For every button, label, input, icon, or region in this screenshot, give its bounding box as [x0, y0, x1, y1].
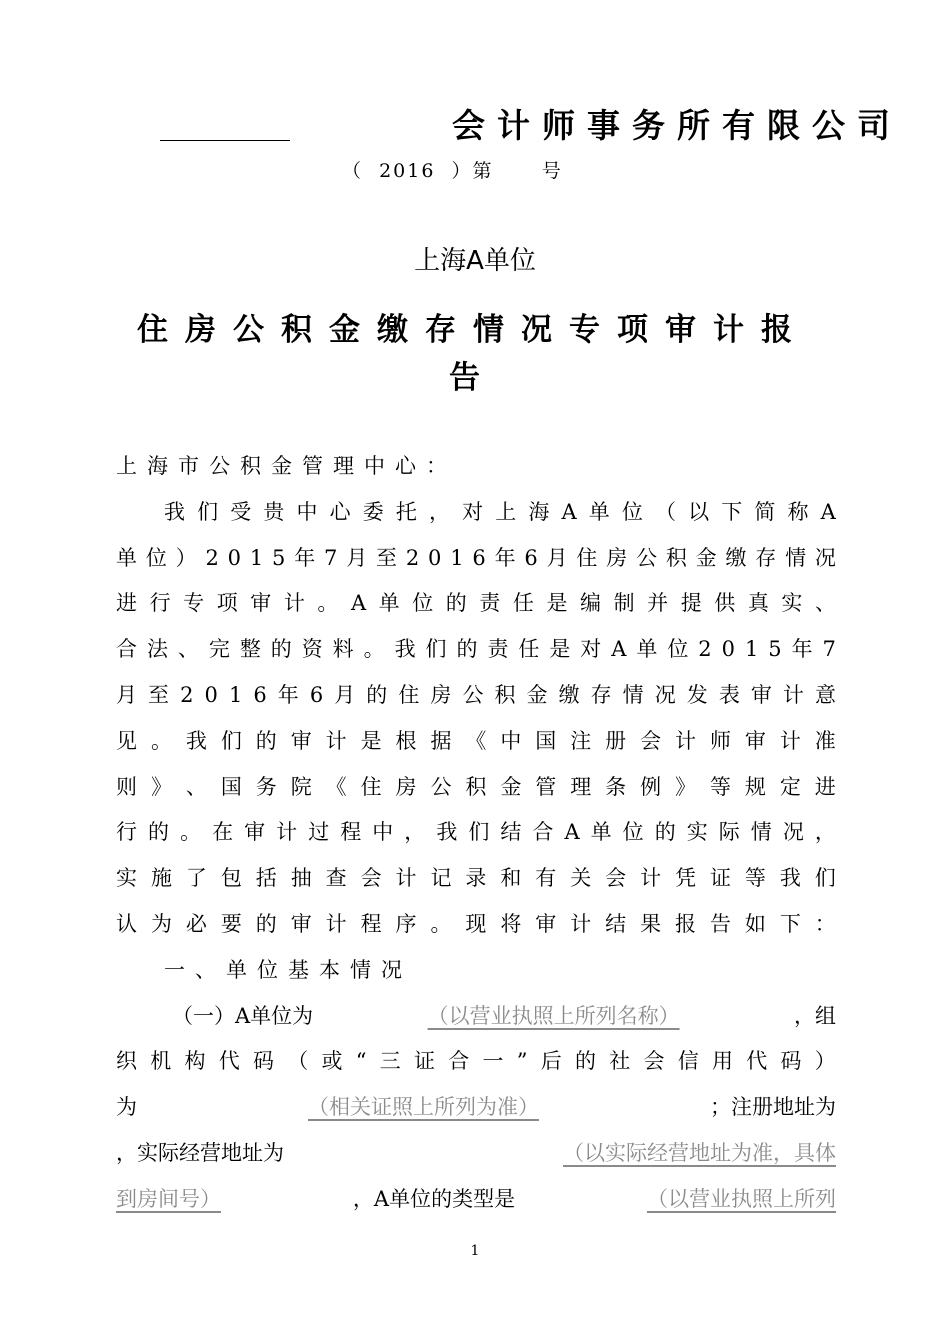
character: 册	[605, 728, 627, 753]
firm-header	[160, 100, 902, 146]
fill-in-field: （以营业执照上所列名称）	[427, 1003, 680, 1028]
character: 关	[570, 866, 592, 891]
character: 单	[590, 820, 612, 845]
item-text: ；注册地址为	[710, 1095, 836, 1120]
fill-in-field: （以营业执照上所列	[646, 1186, 836, 1211]
character: 月	[346, 545, 368, 570]
character: 》	[675, 774, 696, 799]
character: 的	[255, 728, 277, 753]
character: 7	[822, 637, 836, 662]
character: 住	[576, 545, 598, 570]
character: 了	[185, 866, 207, 891]
character: 整	[239, 637, 261, 662]
character: 是	[360, 728, 382, 753]
character: ，	[429, 499, 450, 524]
character: 和	[500, 866, 522, 891]
paragraph-line	[116, 765, 836, 811]
character: 积	[465, 774, 487, 799]
fill-in-field: 到房间号）	[116, 1186, 221, 1211]
firm-name: 会计师事务所有限公司	[452, 106, 902, 145]
character: 信	[677, 1049, 699, 1074]
character: 一	[482, 1049, 504, 1074]
unit-name: 上海A单位	[414, 246, 536, 276]
character: 位	[412, 591, 434, 616]
document-number: （ 2016 ）第 号	[342, 160, 563, 182]
fill-in-field: （相关证照上所列为准）	[308, 1095, 539, 1120]
character: 码	[780, 1049, 802, 1074]
paragraph-line	[116, 994, 836, 1040]
character: “	[355, 1049, 367, 1074]
character: 三	[379, 1049, 401, 1074]
character: 的	[148, 820, 170, 845]
character: 定	[779, 774, 801, 799]
character: 码	[253, 1049, 274, 1074]
character: 6	[524, 545, 538, 570]
character: 现	[465, 911, 487, 936]
character: 实	[686, 820, 708, 845]
character: 后	[540, 1049, 562, 1074]
character: （	[655, 499, 677, 524]
character: 必	[185, 911, 207, 936]
character: 有	[535, 866, 557, 891]
character: 。	[430, 911, 452, 936]
character: 2	[698, 637, 712, 662]
character: 料	[332, 637, 354, 662]
character: 房	[430, 682, 452, 707]
character: 会	[640, 728, 662, 753]
character: 在	[212, 820, 234, 845]
item-text: 为	[116, 1095, 137, 1120]
character: 《	[325, 774, 347, 799]
character: 6	[253, 682, 267, 707]
character: 审	[244, 820, 266, 845]
character: 中	[500, 728, 522, 753]
character: 简	[754, 499, 776, 524]
character: 的	[270, 637, 292, 662]
character: 至	[148, 682, 170, 707]
character: 0	[227, 545, 241, 570]
character: ）	[814, 1049, 836, 1074]
paragraph-line	[116, 719, 836, 765]
character: 6	[472, 545, 486, 570]
character: 施	[150, 866, 172, 891]
character: 年	[494, 545, 516, 570]
character: 的	[456, 637, 478, 662]
character: 计	[640, 866, 662, 891]
character: 合	[532, 820, 554, 845]
character: 单	[588, 499, 610, 524]
character: 进	[814, 774, 836, 799]
character: 条	[605, 774, 627, 799]
character: 任	[512, 591, 534, 616]
character: 0	[428, 545, 442, 570]
character: 0	[204, 682, 218, 707]
character: 积	[494, 682, 516, 707]
character: 下	[779, 911, 801, 936]
character: 单	[116, 545, 137, 570]
character: 的	[366, 682, 388, 707]
character: 制	[613, 591, 635, 616]
character: 审	[750, 682, 772, 707]
character: 对	[462, 499, 484, 524]
character: 月	[334, 682, 356, 707]
character: 查	[325, 866, 347, 891]
character: 2	[180, 682, 194, 707]
character: A	[350, 591, 367, 616]
character: 责	[487, 637, 509, 662]
character: 情	[622, 682, 644, 707]
character: 机	[150, 1049, 172, 1074]
character: 单	[636, 637, 658, 662]
character: 供	[714, 591, 736, 616]
paragraph-line	[116, 1131, 836, 1177]
character: 理	[570, 774, 592, 799]
character: 审	[290, 728, 312, 753]
character: 计	[276, 820, 298, 845]
item-text: ，实际经营地址为	[116, 1140, 284, 1165]
character: 计	[779, 728, 801, 753]
character: 据	[430, 728, 452, 753]
character: 告	[709, 911, 731, 936]
character: 的	[255, 911, 277, 936]
character: 会	[643, 1049, 665, 1074]
paragraph-line	[116, 673, 836, 719]
character: 对	[580, 637, 602, 662]
character: 年	[294, 545, 316, 570]
paragraph-line	[116, 856, 836, 902]
character: 规	[744, 774, 766, 799]
character: 织	[116, 1049, 137, 1074]
character: 际	[718, 820, 740, 845]
character: 或	[321, 1049, 343, 1074]
character: 为	[150, 911, 172, 936]
character: 。	[150, 728, 172, 753]
character: 们	[425, 637, 447, 662]
character: 会	[360, 866, 382, 891]
character: 1	[249, 545, 264, 570]
character: 2	[405, 545, 420, 570]
report-title: 住房公积金缴存情况专项审计报告	[137, 312, 809, 396]
character: 则	[116, 774, 137, 799]
character: 况	[814, 545, 836, 570]
item-text: ，组	[793, 1003, 836, 1028]
character: 委	[362, 499, 384, 524]
character: 结	[500, 820, 522, 845]
character: 资	[301, 637, 323, 662]
character: 过	[308, 820, 330, 845]
character: 发	[686, 682, 708, 707]
character: 、	[814, 591, 836, 616]
character: 位	[621, 499, 643, 524]
character: 合	[116, 637, 137, 662]
character: 例	[640, 774, 662, 799]
character: 认	[116, 911, 137, 936]
character: 我	[779, 866, 801, 891]
character: 要	[220, 911, 242, 936]
paragraph-line	[116, 581, 836, 627]
character: ，	[404, 820, 426, 845]
paragraph-line	[116, 536, 836, 582]
character: 5	[272, 545, 286, 570]
character: 》	[150, 774, 172, 799]
character: 2	[205, 545, 219, 570]
character: 计	[570, 911, 592, 936]
character: 们	[220, 728, 242, 753]
character: 我	[164, 499, 185, 524]
character: 们	[468, 820, 490, 845]
character: 构	[184, 1049, 206, 1074]
character: 实	[116, 866, 137, 891]
character: 存	[590, 682, 612, 707]
character: 会	[605, 866, 627, 891]
paragraph-line	[116, 810, 836, 856]
paragraph-line	[116, 1039, 836, 1085]
character: 房	[395, 774, 417, 799]
fill-in-field: （以实际经营地址为准，具体	[563, 1140, 836, 1165]
character: 审	[744, 728, 766, 753]
character: 、	[177, 637, 199, 662]
character: 称	[787, 499, 809, 524]
character: 至	[376, 545, 397, 570]
character: 如	[744, 911, 766, 936]
character: 的	[445, 591, 467, 616]
character: 等	[709, 774, 731, 799]
character: 月	[546, 545, 568, 570]
character: 管	[535, 774, 557, 799]
character: 住	[398, 682, 420, 707]
character: （	[287, 1049, 309, 1074]
character: 录	[465, 866, 487, 891]
item-text: ，A单位的类型是	[352, 1186, 516, 1211]
character: 存	[755, 545, 777, 570]
character: 包	[220, 866, 242, 891]
character: 见	[116, 728, 137, 753]
character: 计	[675, 728, 696, 753]
character: 行	[116, 820, 137, 845]
character: 编	[580, 591, 602, 616]
character: 程	[340, 820, 362, 845]
character: 记	[430, 866, 452, 891]
character: 公	[430, 774, 452, 799]
character: 金	[526, 682, 548, 707]
character: 中	[296, 499, 318, 524]
character: 公	[462, 682, 484, 707]
character: 托	[395, 499, 417, 524]
character: ，	[814, 820, 836, 845]
character: 金	[500, 774, 522, 799]
character: 审	[250, 591, 272, 616]
character: 年	[277, 682, 299, 707]
character: 合	[448, 1049, 470, 1074]
character: 我	[394, 637, 416, 662]
character: 况	[654, 682, 676, 707]
character: 《	[465, 728, 487, 753]
character: 国	[220, 774, 242, 799]
character: 们	[814, 866, 836, 891]
character: 师	[709, 728, 731, 753]
character: 房	[606, 545, 628, 570]
paragraph-line	[116, 627, 836, 673]
character: 审	[535, 911, 557, 936]
character: 下	[721, 499, 743, 524]
character: 抽	[290, 866, 312, 891]
character: 住	[360, 774, 382, 799]
character: 公	[636, 545, 657, 570]
character: 们	[197, 499, 219, 524]
character: 真	[747, 591, 769, 616]
character: 1	[228, 682, 243, 707]
character: 国	[535, 728, 557, 753]
paragraph-line	[116, 1177, 836, 1223]
character: 以	[688, 499, 710, 524]
character: 上	[495, 499, 517, 524]
character: 任	[518, 637, 540, 662]
character: A	[564, 820, 580, 845]
character: A	[561, 499, 577, 524]
character: 序	[395, 911, 417, 936]
character: 证	[414, 1049, 435, 1074]
character: 是	[546, 591, 568, 616]
character: 1	[744, 637, 759, 662]
character: 。	[180, 820, 202, 845]
character: 计	[325, 728, 347, 753]
firm-name-blank-line	[160, 140, 290, 141]
character: 果	[640, 911, 662, 936]
character: A	[611, 637, 627, 662]
character: 金	[695, 545, 717, 570]
character: 并	[647, 591, 669, 616]
character: 计	[325, 911, 347, 936]
character: A	[820, 499, 836, 524]
character: 项	[216, 591, 238, 616]
character: 况	[782, 820, 804, 845]
character: 年	[791, 637, 813, 662]
character: 0	[721, 637, 735, 662]
character: 积	[665, 545, 687, 570]
character: 5	[768, 637, 782, 662]
character: 凭	[675, 866, 696, 891]
character: 用	[712, 1049, 733, 1074]
character: 情	[750, 820, 772, 845]
character: 准	[814, 728, 836, 753]
character: 结	[605, 911, 627, 936]
character: 行	[149, 591, 171, 616]
character: 。	[363, 637, 385, 662]
character: 、	[185, 774, 207, 799]
character: 位	[145, 545, 167, 570]
character: 表	[718, 682, 740, 707]
character: 根	[395, 728, 417, 753]
character: 计	[283, 591, 305, 616]
character: 完	[208, 637, 230, 662]
character: 法	[146, 637, 168, 662]
character: 报	[675, 911, 696, 936]
character: 缴	[558, 682, 580, 707]
character: ：	[814, 911, 836, 936]
character: 务	[255, 774, 277, 799]
report-body	[116, 444, 836, 1223]
character: 程	[360, 911, 382, 936]
character: 的	[654, 820, 676, 845]
character: ）	[175, 545, 197, 570]
character: 我	[436, 820, 458, 845]
character: 缴	[725, 545, 747, 570]
character: 情	[785, 545, 807, 570]
page-number: 1	[470, 1243, 480, 1259]
character: 计	[395, 866, 417, 891]
character: 7	[324, 545, 338, 570]
character: 贵	[263, 499, 285, 524]
paragraph-line	[116, 1085, 836, 1131]
character: 代	[746, 1049, 768, 1074]
character: 实	[781, 591, 803, 616]
paragraph-line	[116, 902, 836, 948]
character: 社	[609, 1049, 631, 1074]
character: 证	[709, 866, 731, 891]
character: ”	[516, 1049, 528, 1074]
character: 注	[570, 728, 592, 753]
character: 中	[372, 820, 394, 845]
salutation: 上海市公积金管理中心：	[116, 454, 457, 478]
character: 将	[500, 911, 522, 936]
character: 意	[814, 682, 836, 707]
character: 月	[116, 682, 137, 707]
character: 。	[317, 591, 339, 616]
character: 计	[782, 682, 804, 707]
character: 位	[667, 637, 689, 662]
character: 进	[116, 591, 137, 616]
character: 代	[218, 1049, 240, 1074]
character: 的	[575, 1049, 596, 1074]
character: 责	[479, 591, 501, 616]
character: 等	[744, 866, 766, 891]
character: 单	[378, 591, 400, 616]
character: 专	[183, 591, 205, 616]
paragraph-line	[116, 490, 836, 536]
character: 心	[329, 499, 351, 524]
character: 6	[309, 682, 324, 707]
section-heading: 一、单位基本情况	[164, 957, 412, 982]
character: 是	[549, 637, 571, 662]
character: 括	[255, 866, 277, 891]
character: 海	[528, 499, 550, 524]
character: 1	[450, 545, 464, 570]
item-text: （一）A单位为	[172, 1003, 314, 1028]
character: 我	[185, 728, 207, 753]
character: 位	[622, 820, 644, 845]
character: 审	[290, 911, 312, 936]
character: 提	[680, 591, 702, 616]
character: 受	[230, 499, 252, 524]
character: 院	[290, 774, 312, 799]
